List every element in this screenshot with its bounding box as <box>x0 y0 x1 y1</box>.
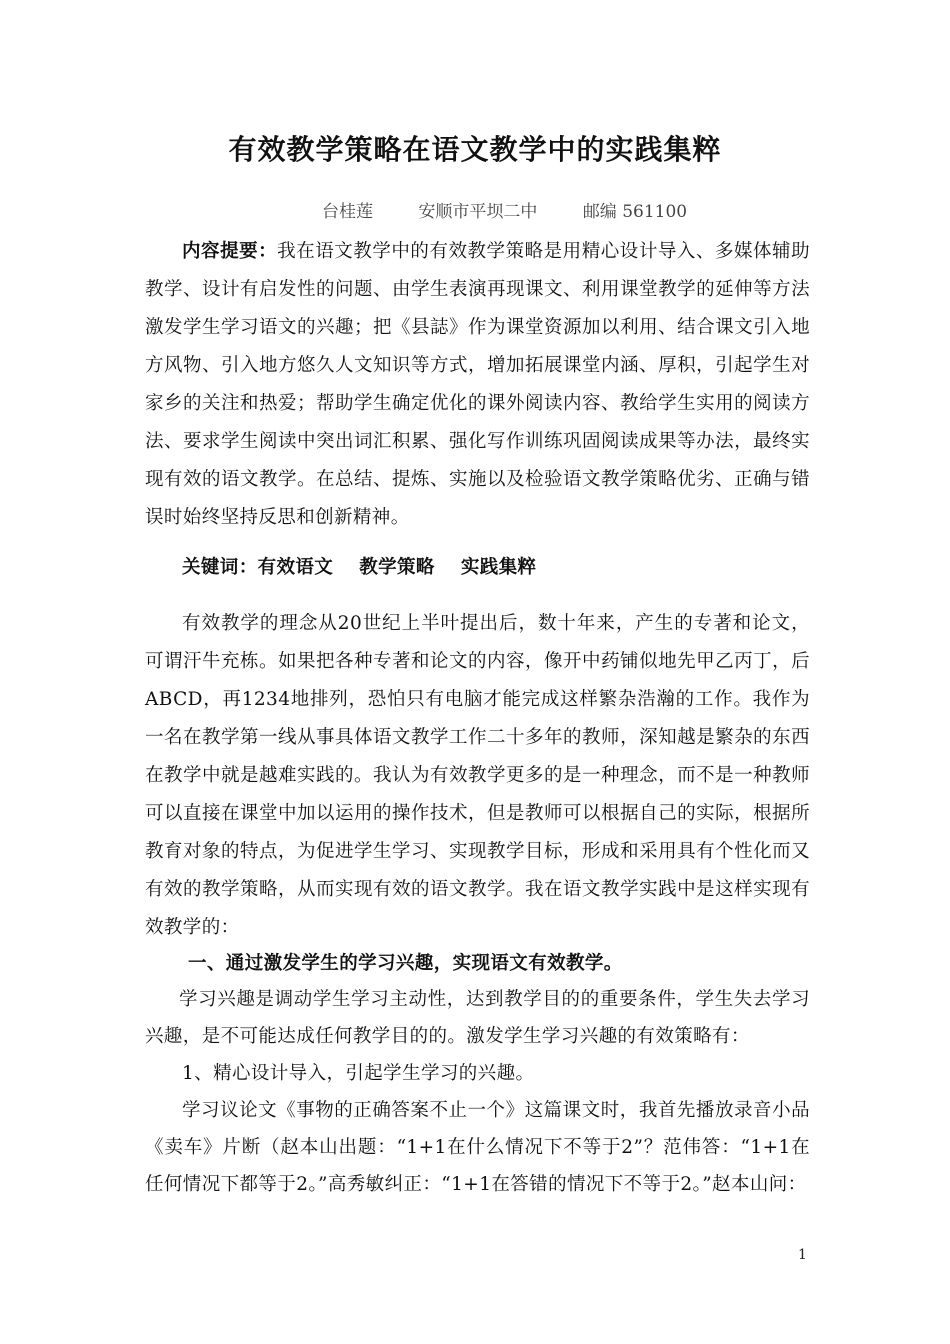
keyword-item: 有效语文 <box>257 557 334 578</box>
keyword-item: 实践集粹 <box>460 557 537 578</box>
abstract-label: 内容提要： <box>182 241 278 262</box>
section-paragraph: 学习议论文《事物的正确答案不止一个》这篇课文时，我首先播放录音小品《卖车》片断（赵本山出题：“1+1在什么情况下不等于2”？范伟答：“1+1在任何情况下都等于2。”高秀敏纠正：“1+1在答错的情况下不等于2。”赵本山问： <box>145 1100 810 1195</box>
keyword-item: 教学策略 <box>359 557 435 578</box>
abstract-text: 我在语文教学中的有效教学策略是用精心设计导入、多媒体辅助教学、设计有启发性的问题、由学生表演再现课文、利用课堂教学的延伸等方法激发学生学习语文的兴趣；把《县誌》作为课堂资源加以利用、结合课文引入地方风物、引入地方悠久人文知识等方式，增加拓展课堂内涵、厚积，引起学生对家乡的关注和热爱；帮助学生确定优化的课外阅读内容、教给学生实用的阅读方法、要求学生阅读中突出词汇积累、强化写作训练巩固阅读成果等办法，最终实现有效的语文教学。在总结、提炼、实施以及检验语文教学策略优劣、正确与错误时始终坚持反思和创新精神。 <box>145 241 810 528</box>
section-heading: 一、通过激发学生的学习兴趣，实现语文有效教学。 <box>188 953 623 974</box>
intro-paragraph: 有效教学的理念从20世纪上半叶提出后，数十年来，产生的专著和论文，可谓汗牛充栋。如果把各种专著和论文的内容，像开中药铺似地先甲乙丙丁，后ABCD，再1234地排列，恐怕只有电脑才能完成这样繁杂浩瀚的工作。我作为一名在教学第一线从事具体语文教学工作二十多年的教师，深知越是繁杂的东西在教学中就是越难实践的。我认为有效教学更多的是一种理念，而不是一种教师可以直接在课堂中加以运用的操作技术，但是教师可以根据自己的实际，根据所教育对象的特点，为促进学生学习、实现教学目标，形成和采用具有个性化而又有效的教学策略，从而实现有效的语文教学。我在语文教学实践中是这样实现有效教学的： <box>145 613 810 938</box>
author-name: 台桂莲 <box>322 202 373 222</box>
abstract-paragraph <box>145 233 810 537</box>
subsection-heading: 1、精心设计导入，引起学生学习的兴趣。 <box>182 1063 535 1084</box>
section-body <box>145 981 810 1203</box>
keywords-label: 关键词： <box>182 557 258 578</box>
section-paragraph: 学习兴趣是调动学生学习主动性，达到教学目的的重要条件，学生失去学习兴趣，是不可能达成任何教学目的的。激发学生学习兴趣的有效策略有： <box>145 989 810 1047</box>
page-title: 有效教学策略在语文教学中的实践集粹 <box>228 133 722 166</box>
author-postcode: 邮编 561100 <box>582 202 688 222</box>
keywords-line <box>182 549 802 587</box>
author-line <box>322 197 687 222</box>
page-number: 1 <box>798 1247 807 1263</box>
author-school: 安顺市平坝二中 <box>418 202 538 222</box>
